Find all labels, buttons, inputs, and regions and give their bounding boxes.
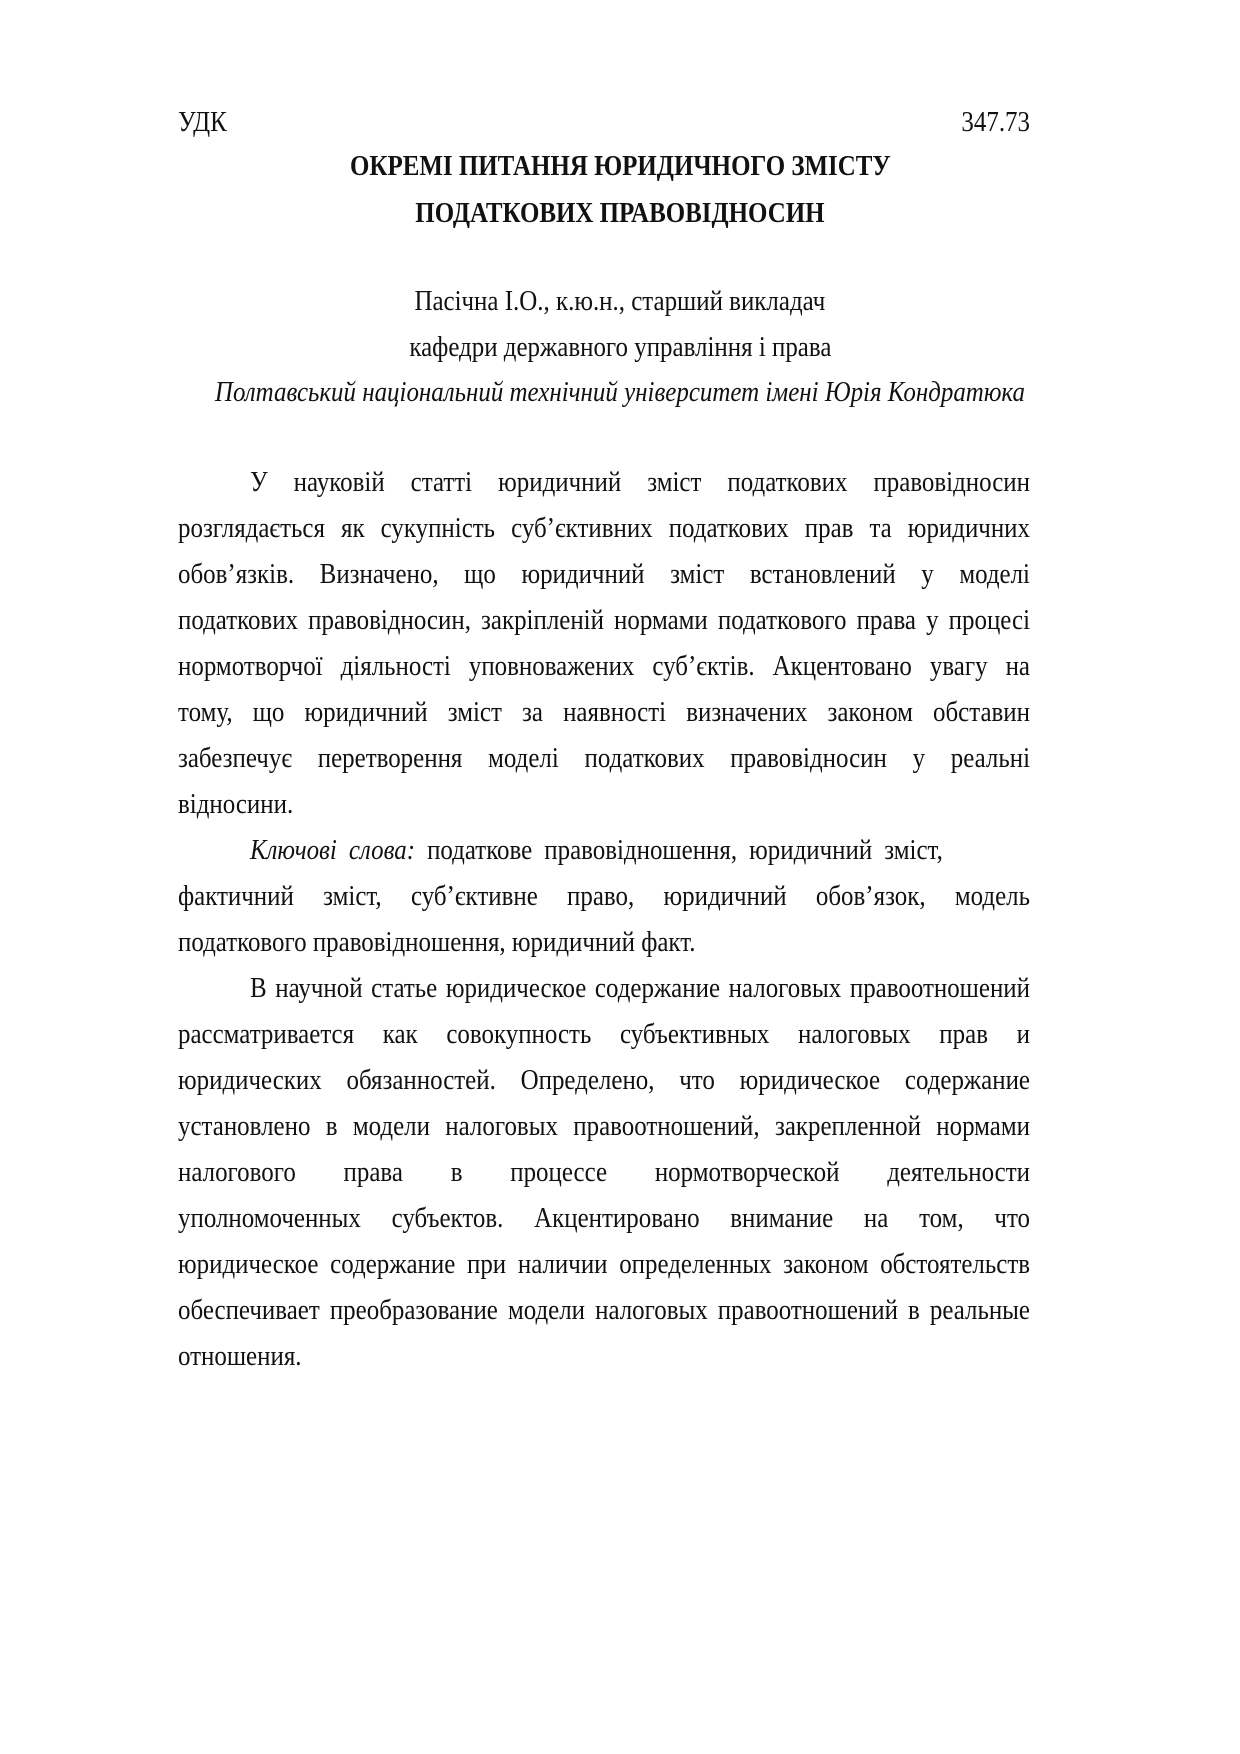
- abstract-uk-line: нормотворчої діяльності уповноважених суб’єктів. Акцентовано увагу на: [178, 650, 1031, 682]
- keywords-line-3: податкового правовідношення, юридичний факт.: [178, 926, 696, 958]
- abstract-ru-line: рассматривается как совокупность субъективных налоговых прав и: [178, 1018, 1031, 1050]
- abstract-ru-line: уполномоченных субъектов. Акцентировано внимание на том, что: [178, 1202, 1031, 1234]
- abstract-ru-line: обеспечивает преобразование модели налоговых правоотношений в реальные: [178, 1294, 1030, 1326]
- abstract-uk-line: розглядається як сукупність суб’єктивних податкових прав та юридичних: [178, 512, 1031, 544]
- title-line-1-text: ОКРЕМІ ПИТАННЯ ЮРИДИЧНОГО ЗМІСТУ: [349, 150, 891, 182]
- affiliation-line: [0, 374, 1240, 410]
- abstract-uk-line: тому, що юридичний зміст за наявності визначених законом обставин: [178, 696, 1030, 728]
- title-line-2: [0, 195, 1240, 231]
- abstract-ru-line: установлено в модели налоговых правоотношений, закрепленной нормами: [178, 1110, 1031, 1142]
- udc-code: УДК 347.73: [178, 106, 1031, 138]
- author-line: [0, 283, 1240, 319]
- title-line-2-text: ПОДАТКОВИХ ПРАВОВІДНОСИН: [415, 197, 825, 229]
- department-line: [0, 329, 1240, 365]
- abstract-ru-line: В научной статье юридическое содержание налоговых правоотношений: [250, 972, 1031, 1004]
- abstract-uk-line: відносини.: [178, 788, 294, 820]
- abstract-ru-line: юридических обязанностей. Определено, что юридическое содержание: [178, 1064, 1031, 1096]
- abstract-uk-line: забезпечує перетворення моделі податкових правовідносин у реальні: [178, 742, 1031, 774]
- abstract-ru-line: налогового права в процессе нормотворческой деятельности: [178, 1156, 1030, 1188]
- abstract-ru-line: юридическое содержание при наличии определенных законом обстоятельств: [178, 1248, 1030, 1280]
- keywords-text: податкове правовідношення, юридичний зміст,: [427, 834, 943, 866]
- keywords-label: Ключові слова:: [250, 834, 416, 866]
- title-line-1: [0, 148, 1240, 184]
- abstract-ru-line: отношения.: [178, 1340, 302, 1372]
- keywords-line-1: [250, 832, 1093, 868]
- department-name: кафедри державного управління і права: [408, 331, 832, 363]
- keywords-line-2: фактичний зміст, суб’єктивне право, юридичний обов’язок, модель: [178, 880, 1031, 912]
- abstract-uk-line: У науковій статті юридичний зміст податкових правовідносин: [250, 466, 1031, 498]
- abstract-uk-line: обов’язків. Визначено, що юридичний зміст встановлений у моделі: [178, 558, 1030, 590]
- abstract-uk-line: податкових правовідносин, закріпленій нормами податкового права у процесі: [178, 604, 1031, 636]
- affiliation-name: Полтавський національний технічний університет імені Юрія Кондратюка: [214, 376, 1025, 408]
- author-name: Пасічна І.О., к.ю.н., старший викладач: [414, 285, 826, 317]
